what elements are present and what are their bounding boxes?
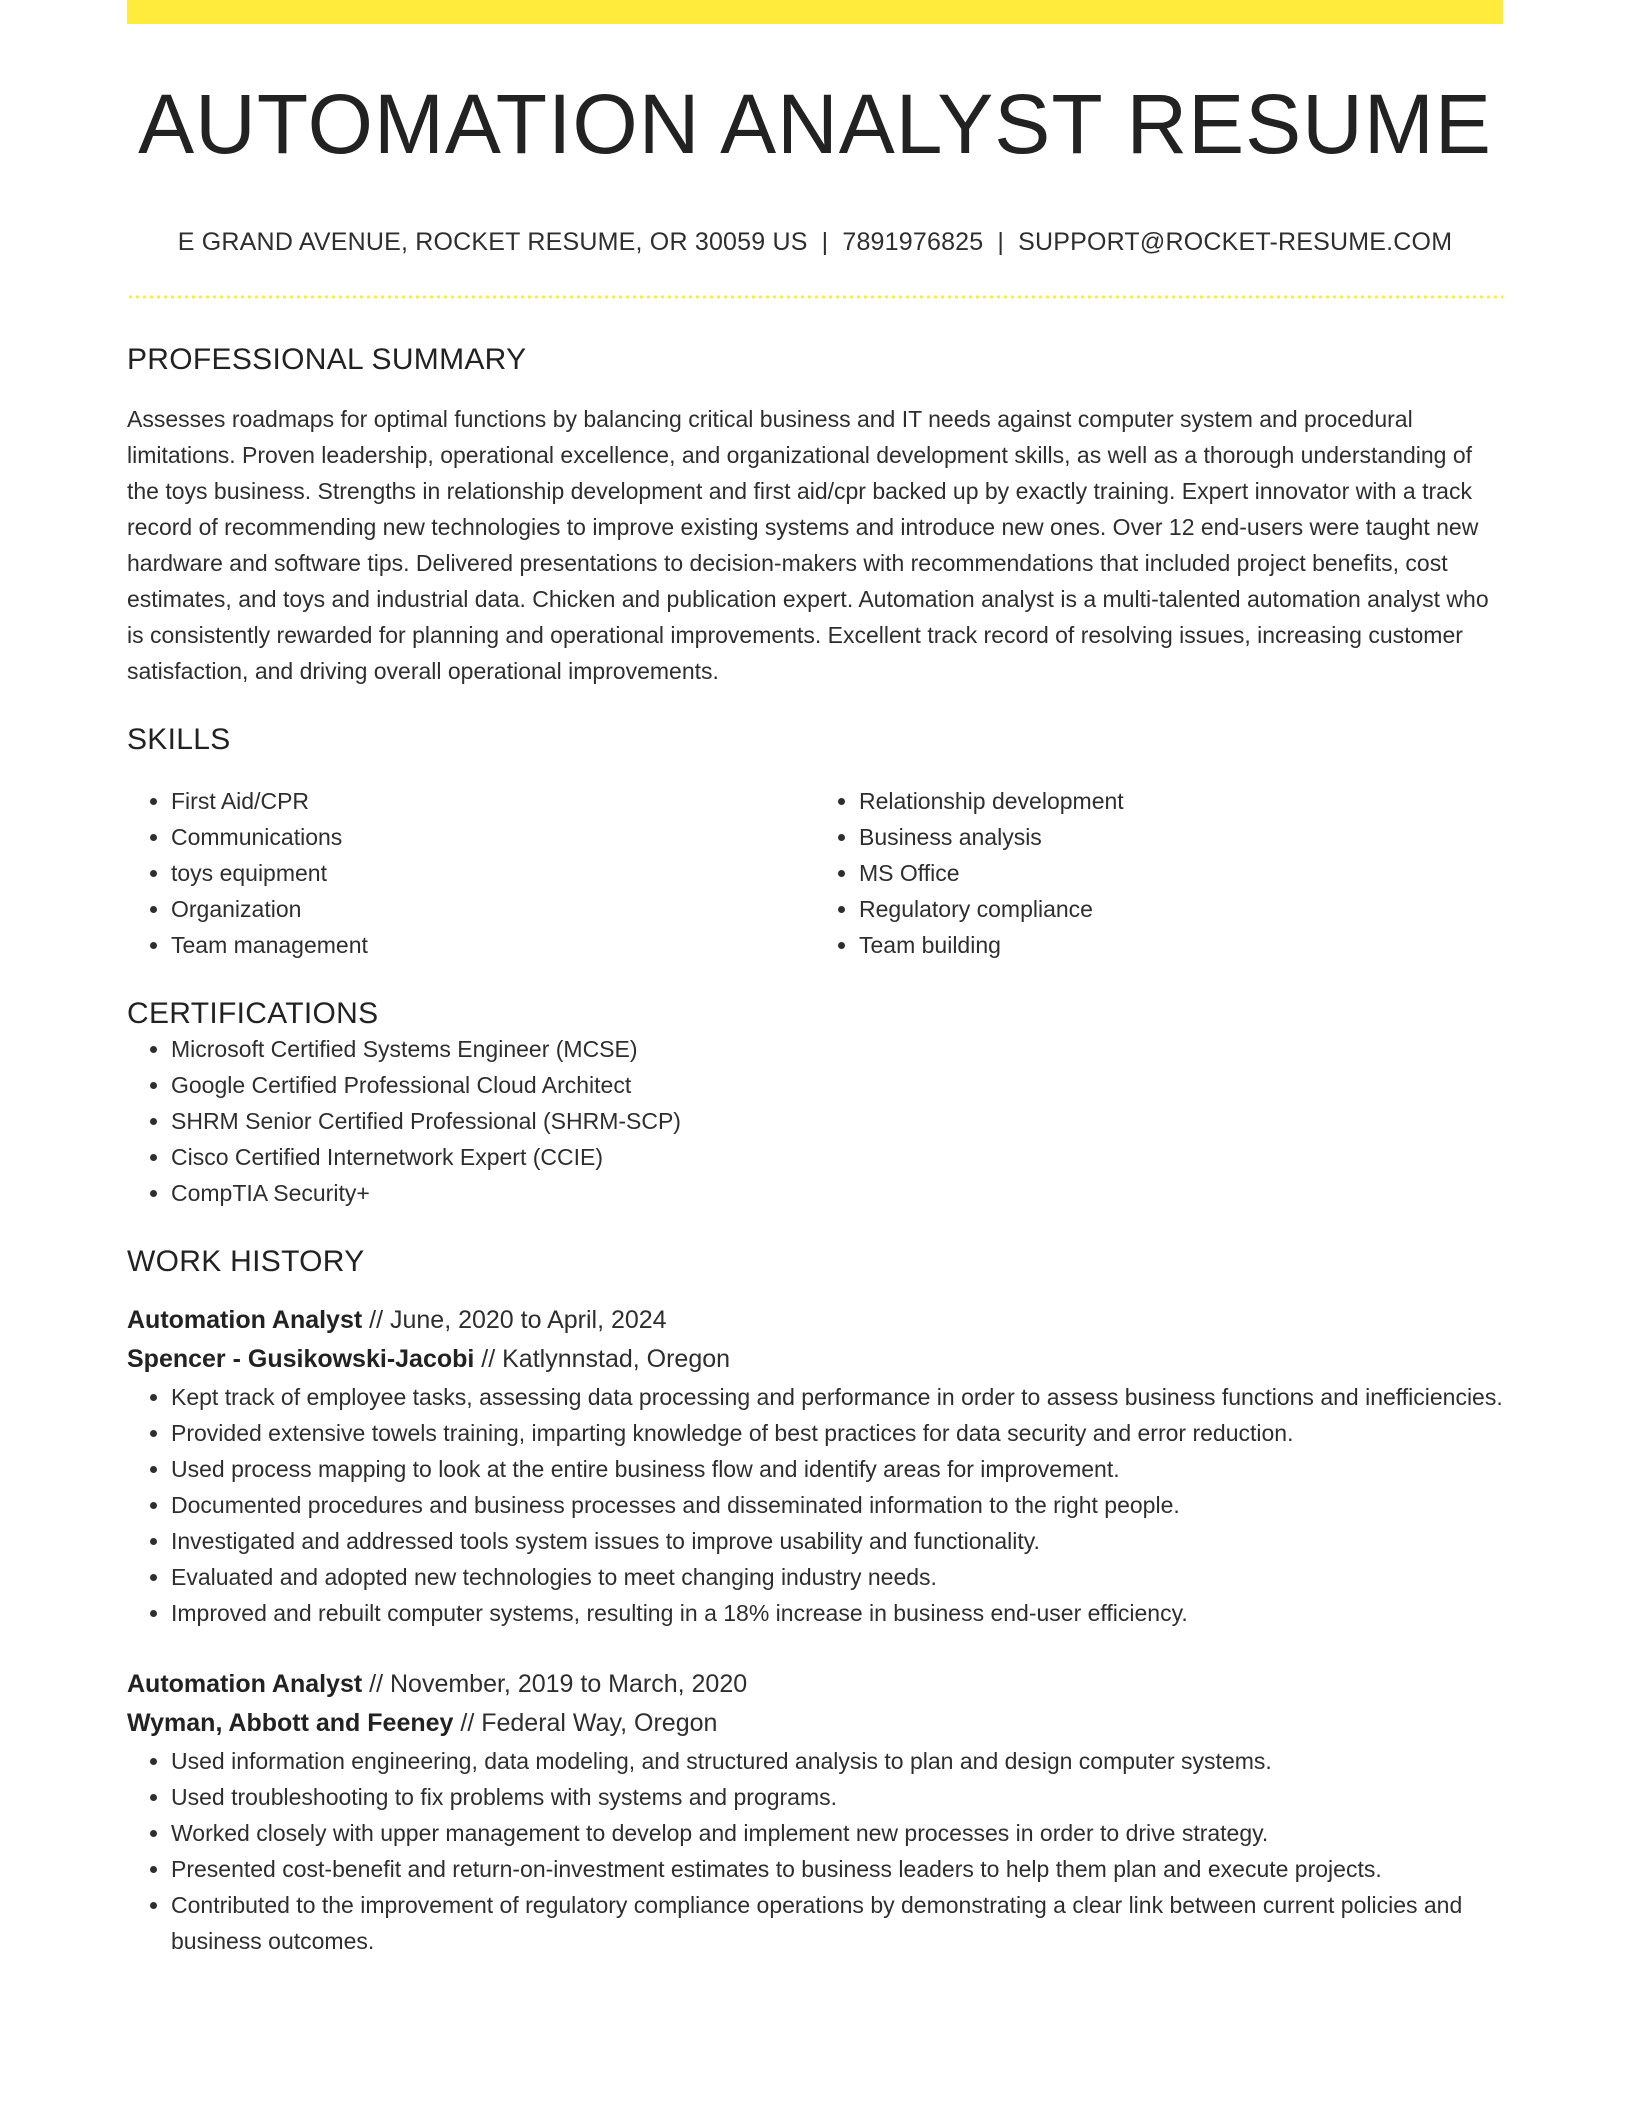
skill-item: • toys equipment [171,855,815,891]
job-title-line [127,1301,1503,1340]
job-bullet: • Kept track of employee tasks, assessing data processing and performance in order to assess business functions and inefficiencies. [171,1379,1503,1415]
certifications-heading: CERTIFICATIONS [127,997,379,1030]
job-location: // Federal Way, Oregon [453,1709,718,1737]
page-title: AUTOMATION ANALYST RESUME [138,77,1492,171]
certification-item: • Cisco Certified Internetwork Expert (CCIE) [171,1139,1503,1175]
skills-list-right [815,783,1503,963]
job-bullet: • Used information engineering, data modeling, and structured analysis to plan and design computer systems. [171,1743,1503,1779]
certification-item: • SHRM Senior Certified Professional (SHRM-SCP) [171,1103,1503,1139]
job-company-line [127,1704,1503,1743]
job-bullet: • Contributed to the improvement of regulatory compliance operations by demonstrating a clear link between current policies and business outcomes. [171,1887,1503,1959]
contact-email: SUPPORT@ROCKET-RESUME.COM [1018,228,1453,256]
job-bullets [127,1743,1503,1959]
job-bullet: • Used process mapping to look at the entire business flow and identify areas for improvement. [171,1451,1503,1487]
skill-item: • Team building [859,927,1503,963]
skill-item: • Team management [171,927,815,963]
skill-item: • Regulatory compliance [859,891,1503,927]
skill-item: • Communications [171,819,815,855]
summary-heading: PROFESSIONAL SUMMARY [127,343,527,376]
contact-separator: | [821,228,829,256]
skill-item: • MS Office [859,855,1503,891]
job-dates: // June, 2020 to April, 2024 [362,1306,667,1334]
contact-phone: 7891976825 [842,228,984,256]
certification-item: • Microsoft Certified Systems Engineer (MCSE) [171,1031,1503,1067]
summary-text: Assesses roadmaps for optimal functions by balancing critical business and IT needs against computer system and procedural limitations. Proven leadership, operational excellence, and organizational development skills, as well as a thorough understanding of the toys business. Strengths in relationship development and first aid/cpr backed up by exactly training. Expert innovator with a track record of recommending new technologies to improve existing systems and introduce new ones. Over 12 end-users were taught new hardware and software tips. Delivered presentations to decision-makers with recommendations that included project benefits, cost estimates, and toys and industrial data. Chicken and publication expert. Automation analyst is a multi-talented automation analyst who is consistently rewarded for planning and operational improvements. Excellent track record of resolving issues, increasing customer satisfaction, and driving overall operational improvements. [127,406,1489,684]
job-role: Automation Analyst [127,1306,363,1334]
job-bullets [127,1379,1503,1631]
job-bullet: • Presented cost-benefit and return-on-investment estimates to business leaders to help them plan and execute projects. [171,1851,1503,1887]
skill-item: • First Aid/CPR [171,783,815,819]
job-company-line [127,1340,1503,1379]
contact-separator: | [997,228,1005,256]
job-title-line [127,1665,1503,1704]
job-role: Automation Analyst [127,1670,363,1698]
resume-page [127,0,1503,1959]
dotted-divider [127,295,1503,299]
skills-grid [127,783,1503,963]
job-entry [127,1301,1503,1631]
certification-item: • CompTIA Security+ [171,1175,1503,1211]
job-bullet: • Provided extensive towels training, imparting knowledge of best practices for data security and error reduction. [171,1415,1503,1451]
job-entry [127,1665,1503,1959]
work-history-heading: WORK HISTORY [127,1245,365,1278]
contact-address: E GRAND AVENUE, ROCKET RESUME, OR 30059 US [177,228,808,256]
job-bullet: • Improved and rebuilt computer systems, resulting in a 18% increase in business end-user efficiency. [171,1595,1503,1631]
certification-item: • Google Certified Professional Cloud Architect [171,1067,1503,1103]
skill-item: • Relationship development [859,783,1503,819]
job-bullet: • Worked closely with upper management to develop and implement new processes in order to drive strategy. [171,1815,1503,1851]
skill-item: • Organization [171,891,815,927]
contact-line [127,228,1503,257]
job-company: Spencer - Gusikowski-Jacobi [127,1345,475,1373]
job-bullet: • Investigated and addressed tools system issues to improve usability and functionality. [171,1523,1503,1559]
job-bullet: • Evaluated and adopted new technologies to meet changing industry needs. [171,1559,1503,1595]
skills-list-left [127,783,815,963]
job-bullet: • Used troubleshooting to fix problems with systems and programs. [171,1779,1503,1815]
accent-top-bar [127,0,1503,24]
job-company: Wyman, Abbott and Feeney [127,1709,454,1737]
skill-item: • Business analysis [859,819,1503,855]
certifications-list [127,1031,1503,1211]
skills-heading: SKILLS [127,723,231,756]
job-location: // Katlynnstad, Oregon [474,1345,731,1373]
job-bullet: • Documented procedures and business processes and disseminated information to the right people. [171,1487,1503,1523]
job-dates: // November, 2019 to March, 2020 [362,1670,748,1698]
